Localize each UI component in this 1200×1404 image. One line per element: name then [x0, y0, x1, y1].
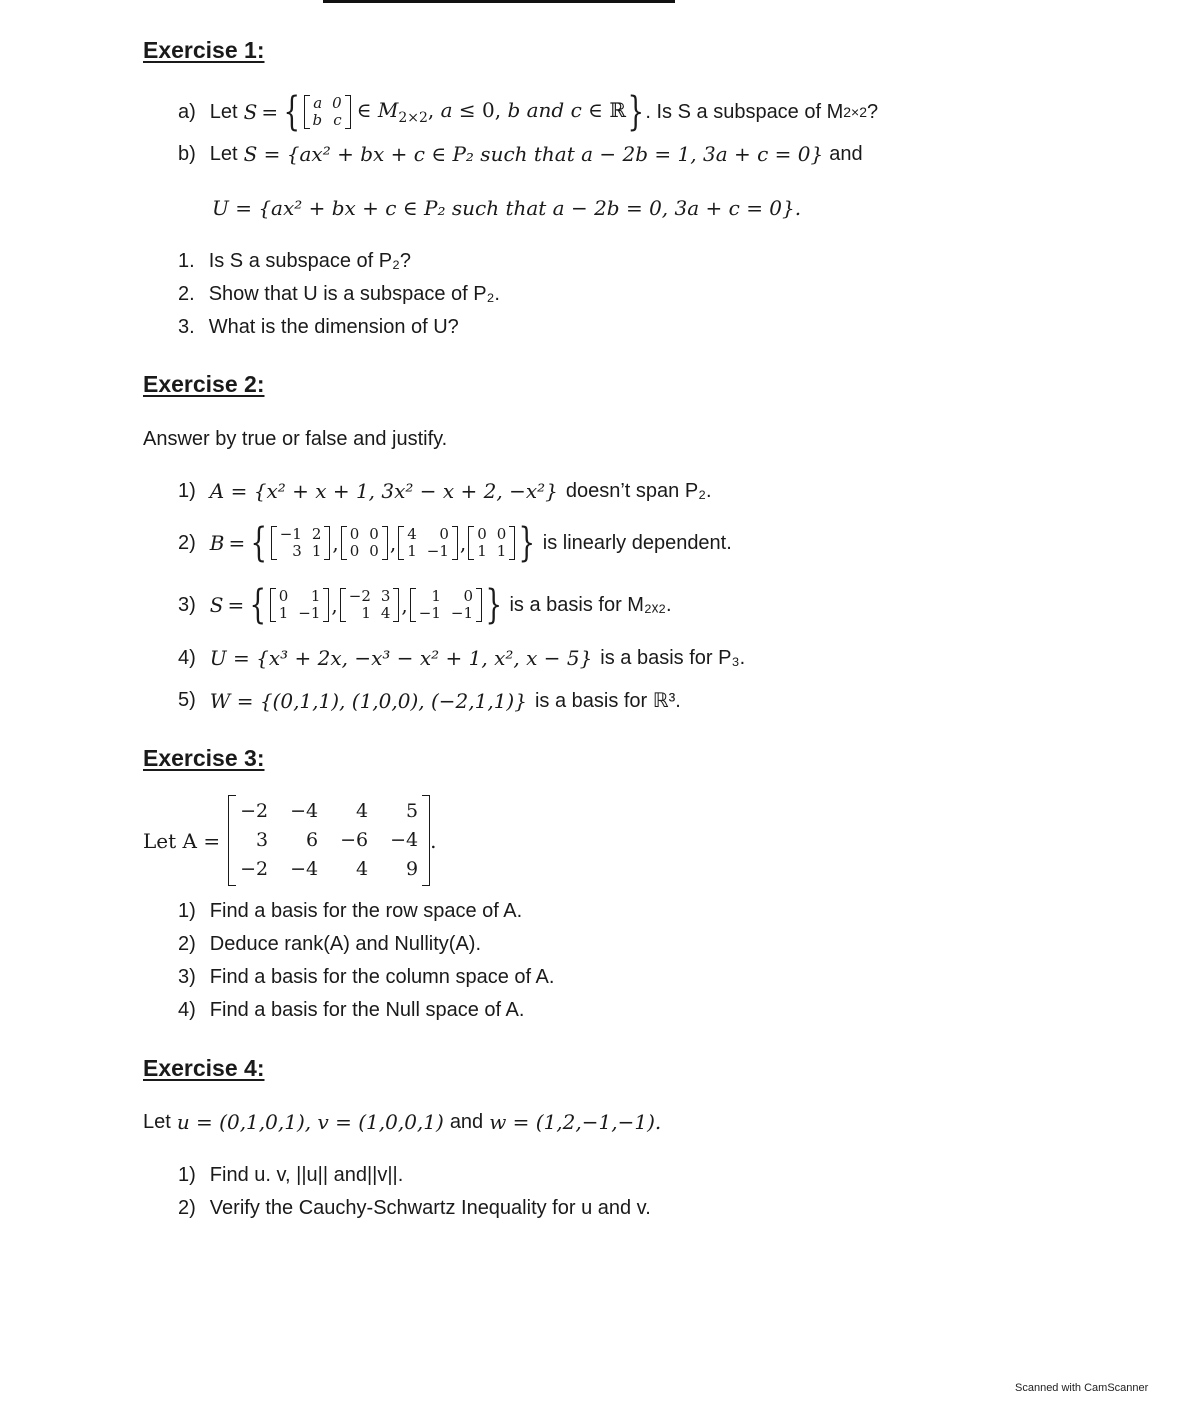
ex2-s-matrix-2: −2 3 1 4	[340, 588, 400, 622]
matrix-a-cell: −2	[240, 858, 269, 880]
ex3-let: Let A =	[143, 828, 221, 853]
ex4-item-2: 2) Verify the Cauchy-Schwartz Inequality for u and v.	[178, 1197, 651, 1219]
matrix-a-cell: −2	[240, 800, 269, 822]
ex1-matrix-abc: a 0 b c	[304, 95, 351, 129]
ex1-a-question: . Is S a subspace of M	[645, 100, 844, 123]
ex3-matrix-a: Let A = −2 −4 4 5 3 6 −6 −4 −2 −4 4 9 .	[143, 795, 437, 886]
matrix-a-cell: 5	[406, 800, 419, 822]
ex1-sub-1: 1. Is S a subspace of P₂?	[178, 250, 412, 272]
ex3-item-1: 1) Find a basis for the row space of A.	[178, 900, 523, 922]
ex1-sub-2: 2. Show that U is a subspace of P₂.	[178, 283, 500, 305]
ex2-b-matrix-3: 4 0 1 −1	[398, 526, 458, 560]
ex1-b-let: Let	[209, 142, 238, 165]
ex3-item-2: 2) Deduce rank(A) and Nullity(A).	[178, 933, 482, 955]
matrix-a-cell: 6	[306, 829, 319, 851]
matrix-a-cell: −4	[290, 858, 319, 880]
ex1-item-a: a) Let S = { a 0 b c ∈ $M_{2\times 2}$, a ≤ 0, b and c ∈ ℝ } . Is S a subspace of M 2×2 ?	[178, 89, 879, 135]
exercise-4-title: Exercise 4:	[143, 1055, 265, 1081]
matrix-a-cells	[236, 795, 422, 886]
matrix-a-cell: 4	[356, 800, 369, 822]
exercise-1-title: Exercise 1:	[143, 37, 265, 63]
ex1-item-b	[178, 142, 863, 166]
scanner-watermark: Scanned with CamScanner	[1015, 1382, 1149, 1394]
ex2-s-matrix-1: 0 1 1 −1	[270, 588, 330, 622]
matrix-a-cell: 3	[256, 829, 269, 851]
ex1-sub-3: 3. What is the dimension of U?	[178, 316, 459, 338]
ex4-vectors: Let u = (0,1,0,1), v = (1,0,0,1) and w = (1,2,−1,−1).	[143, 1110, 662, 1134]
ex2-item-5: 5) W = {(0,1,1), (1,0,0), (−2,1,1)} is a basis for ℝ³.	[178, 688, 681, 713]
matrix-a-cell: −4	[390, 829, 419, 851]
ex1-s-definition: S = {ax² + bx + c ∈ P₂ such that a − 2b = 1, 3a + c = 0}	[243, 142, 824, 166]
ex2-b-matrix-2: 0 0 0 0	[341, 526, 388, 560]
ex1-a-label: a)	[178, 100, 196, 123]
ex2-item-2: 2) B = { −1 2 3 1 , 0 0 0 0 , 4 0 1 −1 , 0 0 1 1 } is linearly dependent.	[178, 520, 732, 566]
ex2-b-matrix-4: 0 0 1 1	[468, 526, 515, 560]
ex1-and: and	[829, 142, 863, 165]
ex3-item-4: 4) Find a basis for the Null space of A.	[178, 999, 525, 1021]
ex1-a-let: Let	[209, 100, 238, 123]
matrix-a-cell: 4	[356, 858, 369, 880]
exercise-3-title: Exercise 3:	[143, 745, 265, 771]
ex1-b-label: b)	[178, 142, 196, 165]
ex2-s-matrix-3: 1 0 −1 −1	[410, 588, 482, 622]
exercise-2-title: Exercise 2:	[143, 371, 265, 397]
ex3-item-3: 3) Find a basis for the column space of A.	[178, 966, 555, 988]
ex2-item-4: 4) U = {x³ + 2x, −x³ − x² + 1, x², x − 5} is a basis for P₃.	[178, 646, 746, 670]
ex2-item-3: 3) S = { 0 1 1 −1 , −2 3 1 4 , 1 0 −1 −1 } is a basis for M₂ₓ₂.	[178, 582, 672, 628]
matrix-a-cell: −6	[340, 829, 369, 851]
matrix-a-cell: −4	[290, 800, 319, 822]
ex2-b-matrix-1: −1 2 3 1	[271, 526, 331, 560]
ex2-item-1: 1) A = {x² + x + 1, 3x² − x + 2, −x²} doesn’t span P₂.	[178, 479, 712, 503]
top-rule	[323, 0, 675, 3]
matrix-a-cell: 9	[406, 858, 419, 880]
ex1-u-definition: U = {ax² + bx + c ∈ P₂ such that a − 2b = 0, 3a + c = 0}.	[212, 196, 802, 220]
ex4-item-1: 1) Find u. v, ||u|| and||v||.	[178, 1164, 404, 1186]
ex2-intro: Answer by true or false and justify.	[143, 428, 448, 450]
